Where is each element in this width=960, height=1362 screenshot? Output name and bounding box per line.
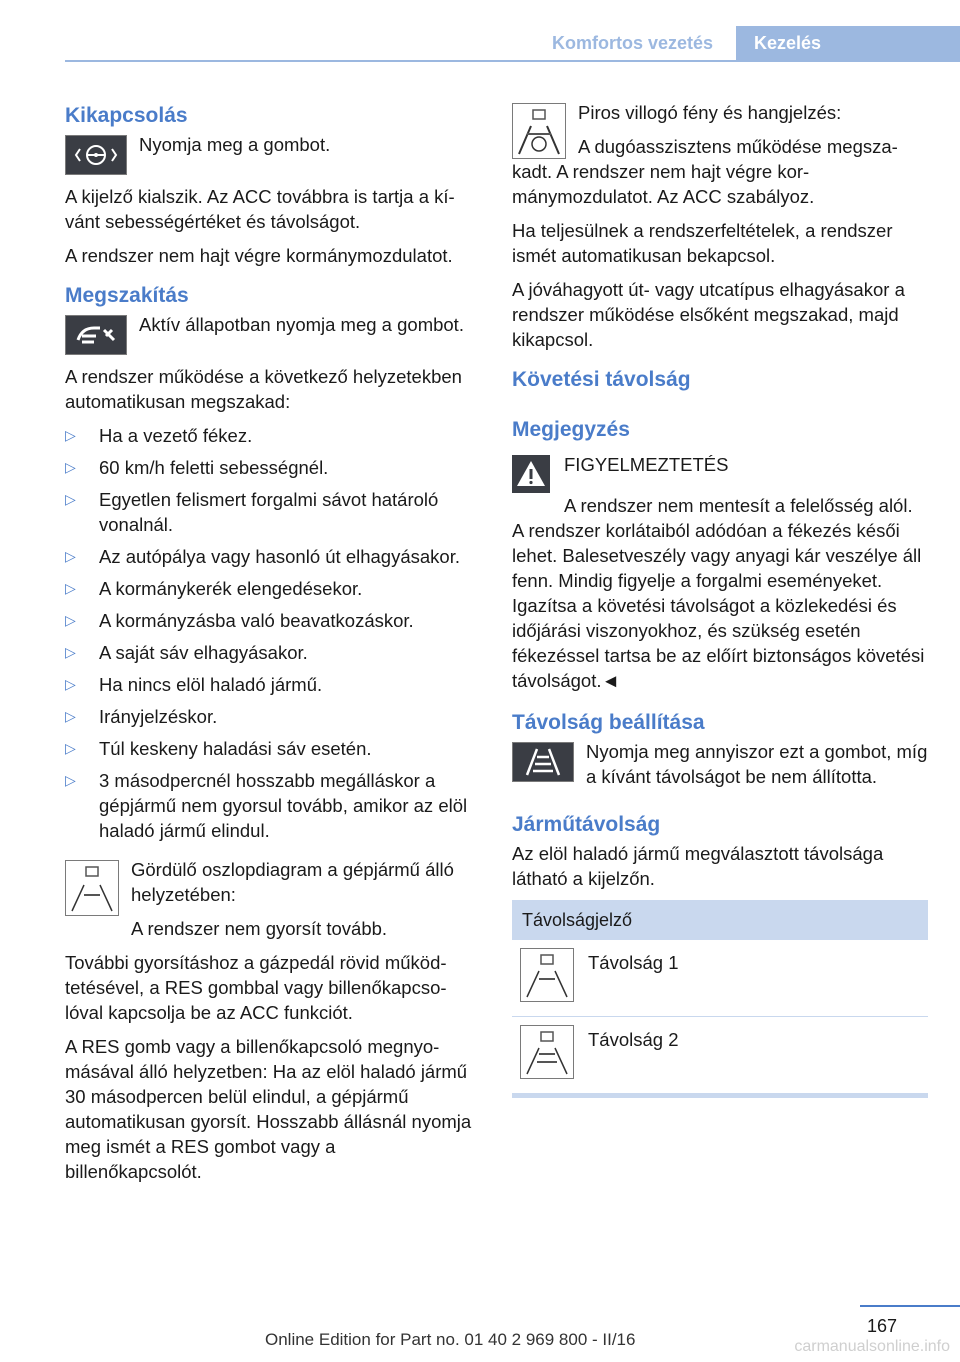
paragraph: A kijelző kialszik. Az ACC továbbra is tartja a kívánt sebességértéket és távolságot. bbox=[65, 186, 455, 232]
heading-kovetesi-tavolsag: Követési távolság bbox=[512, 368, 691, 391]
left-column bbox=[65, 100, 477, 1193]
distance-1-icon bbox=[520, 948, 574, 1002]
list-item: ▷ 3 másodpercnél hosszabb megálláskor a gépjármű nem gyorsul tovább, amikor az elöl haladó jármű elindul. bbox=[65, 768, 477, 843]
paragraph: A rendszer működése a következő helyzetekben automatikusan megszakad: bbox=[65, 366, 462, 412]
paragraph: Ha teljesülnek a rendszerfeltételek, a rendszer ismét automatikusan bekapcsol. bbox=[512, 220, 893, 266]
interruption-list bbox=[65, 423, 477, 843]
table-bottom-rule bbox=[512, 1094, 928, 1098]
paragraph: A rendszer nem hajt végre kormánymozdulatot. bbox=[65, 245, 453, 266]
list-item: ▷ 60 km/h feletti sebességnél. bbox=[65, 455, 477, 480]
list-item: ▷ A kormányzásba való beavatkozáskor. bbox=[65, 608, 477, 633]
warning-text: A rendszer nem mentesít a felelősség alól. A rendszer korlátaiból adódóan a fékezés késői lehet. Balesetveszély vagy anyagi kár veszélye áll fenn. Mindig figyelje a forgalmi eseményeket. Igazítsa a követési távolságot a közlekedési és időjárási viszonyokhoz, és szükség esetén fékezéssel tartsa be az előírt biztonságos követési távolságot.◄ bbox=[512, 495, 925, 691]
distance-button-text: Nyomja meg annyiszor ezt a gombot, míg a kívánt távolságot be nem állította. bbox=[586, 741, 928, 787]
red-light-description: A dugóasszisztens működése megszakadt. A rendszer nem hajt végre kormánymozdulatot. Az ACC szabályoz. bbox=[512, 136, 898, 207]
heading-megszakitas: Megszakítás bbox=[65, 284, 189, 307]
right-column bbox=[512, 100, 928, 1098]
paragraph: Az elöl haladó jármű megválasztott távolsága látható a kijelzőn. bbox=[512, 843, 884, 889]
distance-2-icon bbox=[520, 1025, 574, 1079]
diagram-block bbox=[65, 857, 477, 941]
distance-button-icon bbox=[512, 742, 574, 782]
paragraph: A RES gomb vagy a billenőkapcsoló megnyomásával álló helyzetben: Ha az elöl haladó jármű 30 másodpercen belül elindul, a gépjármű automatikusan gyorsít. Hosszabb állásnál nyomja meg ismét a RES gombot vagy a billenőkapcsolót. bbox=[65, 1036, 472, 1182]
kikapcsolas-block bbox=[65, 132, 477, 175]
paragraph: További gyorsításhoz a gázpedál rövid működtetésével, a RES gombbal vagy billenőkapcsolóval kapcsolja be az ACC funkciót. bbox=[65, 952, 447, 1023]
footer-rule bbox=[860, 1305, 960, 1307]
acc-button-icon bbox=[65, 315, 127, 355]
steering-assist-button-icon bbox=[65, 135, 127, 175]
table-row bbox=[512, 940, 928, 1017]
header-section: Komfortos vezetés bbox=[551, 33, 714, 53]
list-item: ▷ Ha nincs elöl haladó jármű. bbox=[65, 672, 477, 697]
kikapcsolas-instruction: Nyomja meg a gombot. bbox=[139, 134, 331, 155]
warning-title: FIGYELMEZTETÉS bbox=[564, 454, 729, 475]
heading-jarmutavolsag: Járműtávolság bbox=[512, 813, 661, 836]
traffic-jam-assist-icon bbox=[512, 103, 566, 159]
table-header: Távolságjelző bbox=[512, 900, 928, 940]
table-row bbox=[512, 1017, 928, 1094]
heading-megjegyzes: Megjegyzés bbox=[512, 418, 630, 441]
header-chapter: Kezelés bbox=[736, 26, 960, 60]
warning-triangle-icon bbox=[512, 455, 550, 493]
distance-table bbox=[512, 900, 928, 1098]
megszakitas-instruction: Aktív állapotban nyomja meg a gombot. bbox=[139, 314, 464, 335]
page-number: 167 bbox=[866, 1316, 897, 1336]
paragraph: A jóváhagyott út- vagy utcatípus elhagyásakor a rendszer működése elsőként megszakad, majd kikapcsol. bbox=[512, 279, 905, 350]
list-item: ▷ Túl keskeny haladási sáv esetén. bbox=[65, 736, 477, 761]
list-item: ▷ Az autópálya vagy hasonló út elhagyásakor. bbox=[65, 544, 477, 569]
stationary-car-icon bbox=[65, 860, 119, 916]
list-item: ▷ Irányjelzéskor. bbox=[65, 704, 477, 729]
list-item: ▷ A kormánykerék elengedésekor. bbox=[65, 576, 477, 601]
red-light-text: Piros villogó fény és hangjelzés: bbox=[578, 102, 842, 123]
diagram-text-2: A rendszer nem gyorsít tovább. bbox=[131, 918, 388, 939]
header-rule bbox=[65, 60, 960, 62]
megszakitas-block bbox=[65, 312, 477, 355]
list-item: ▷ A saját sáv elhagyásakor. bbox=[65, 640, 477, 665]
table-cell: Távolság 2 bbox=[588, 1029, 679, 1050]
heading-tavolsag-beallitasa: Távolság beállítása bbox=[512, 711, 705, 734]
table-cell: Távolság 1 bbox=[588, 952, 679, 973]
watermark: carmanualsonline.info bbox=[794, 1338, 950, 1355]
list-item: ▷ Ha a vezető fékez. bbox=[65, 423, 477, 448]
warning-block bbox=[512, 452, 928, 493]
diagram-text-1: Gördülő oszlopdiagram a gépjármű álló helyzetében: bbox=[131, 859, 454, 905]
distance-button-block bbox=[512, 739, 928, 789]
edition-note: Online Edition for Part no. 01 40 2 969 800 - II/16 bbox=[265, 1330, 636, 1349]
heading-kikapcsolas: Kikapcsolás bbox=[65, 104, 188, 127]
list-item: ▷ Egyetlen felismert forgalmi sávot határoló vonalnál. bbox=[65, 487, 477, 537]
